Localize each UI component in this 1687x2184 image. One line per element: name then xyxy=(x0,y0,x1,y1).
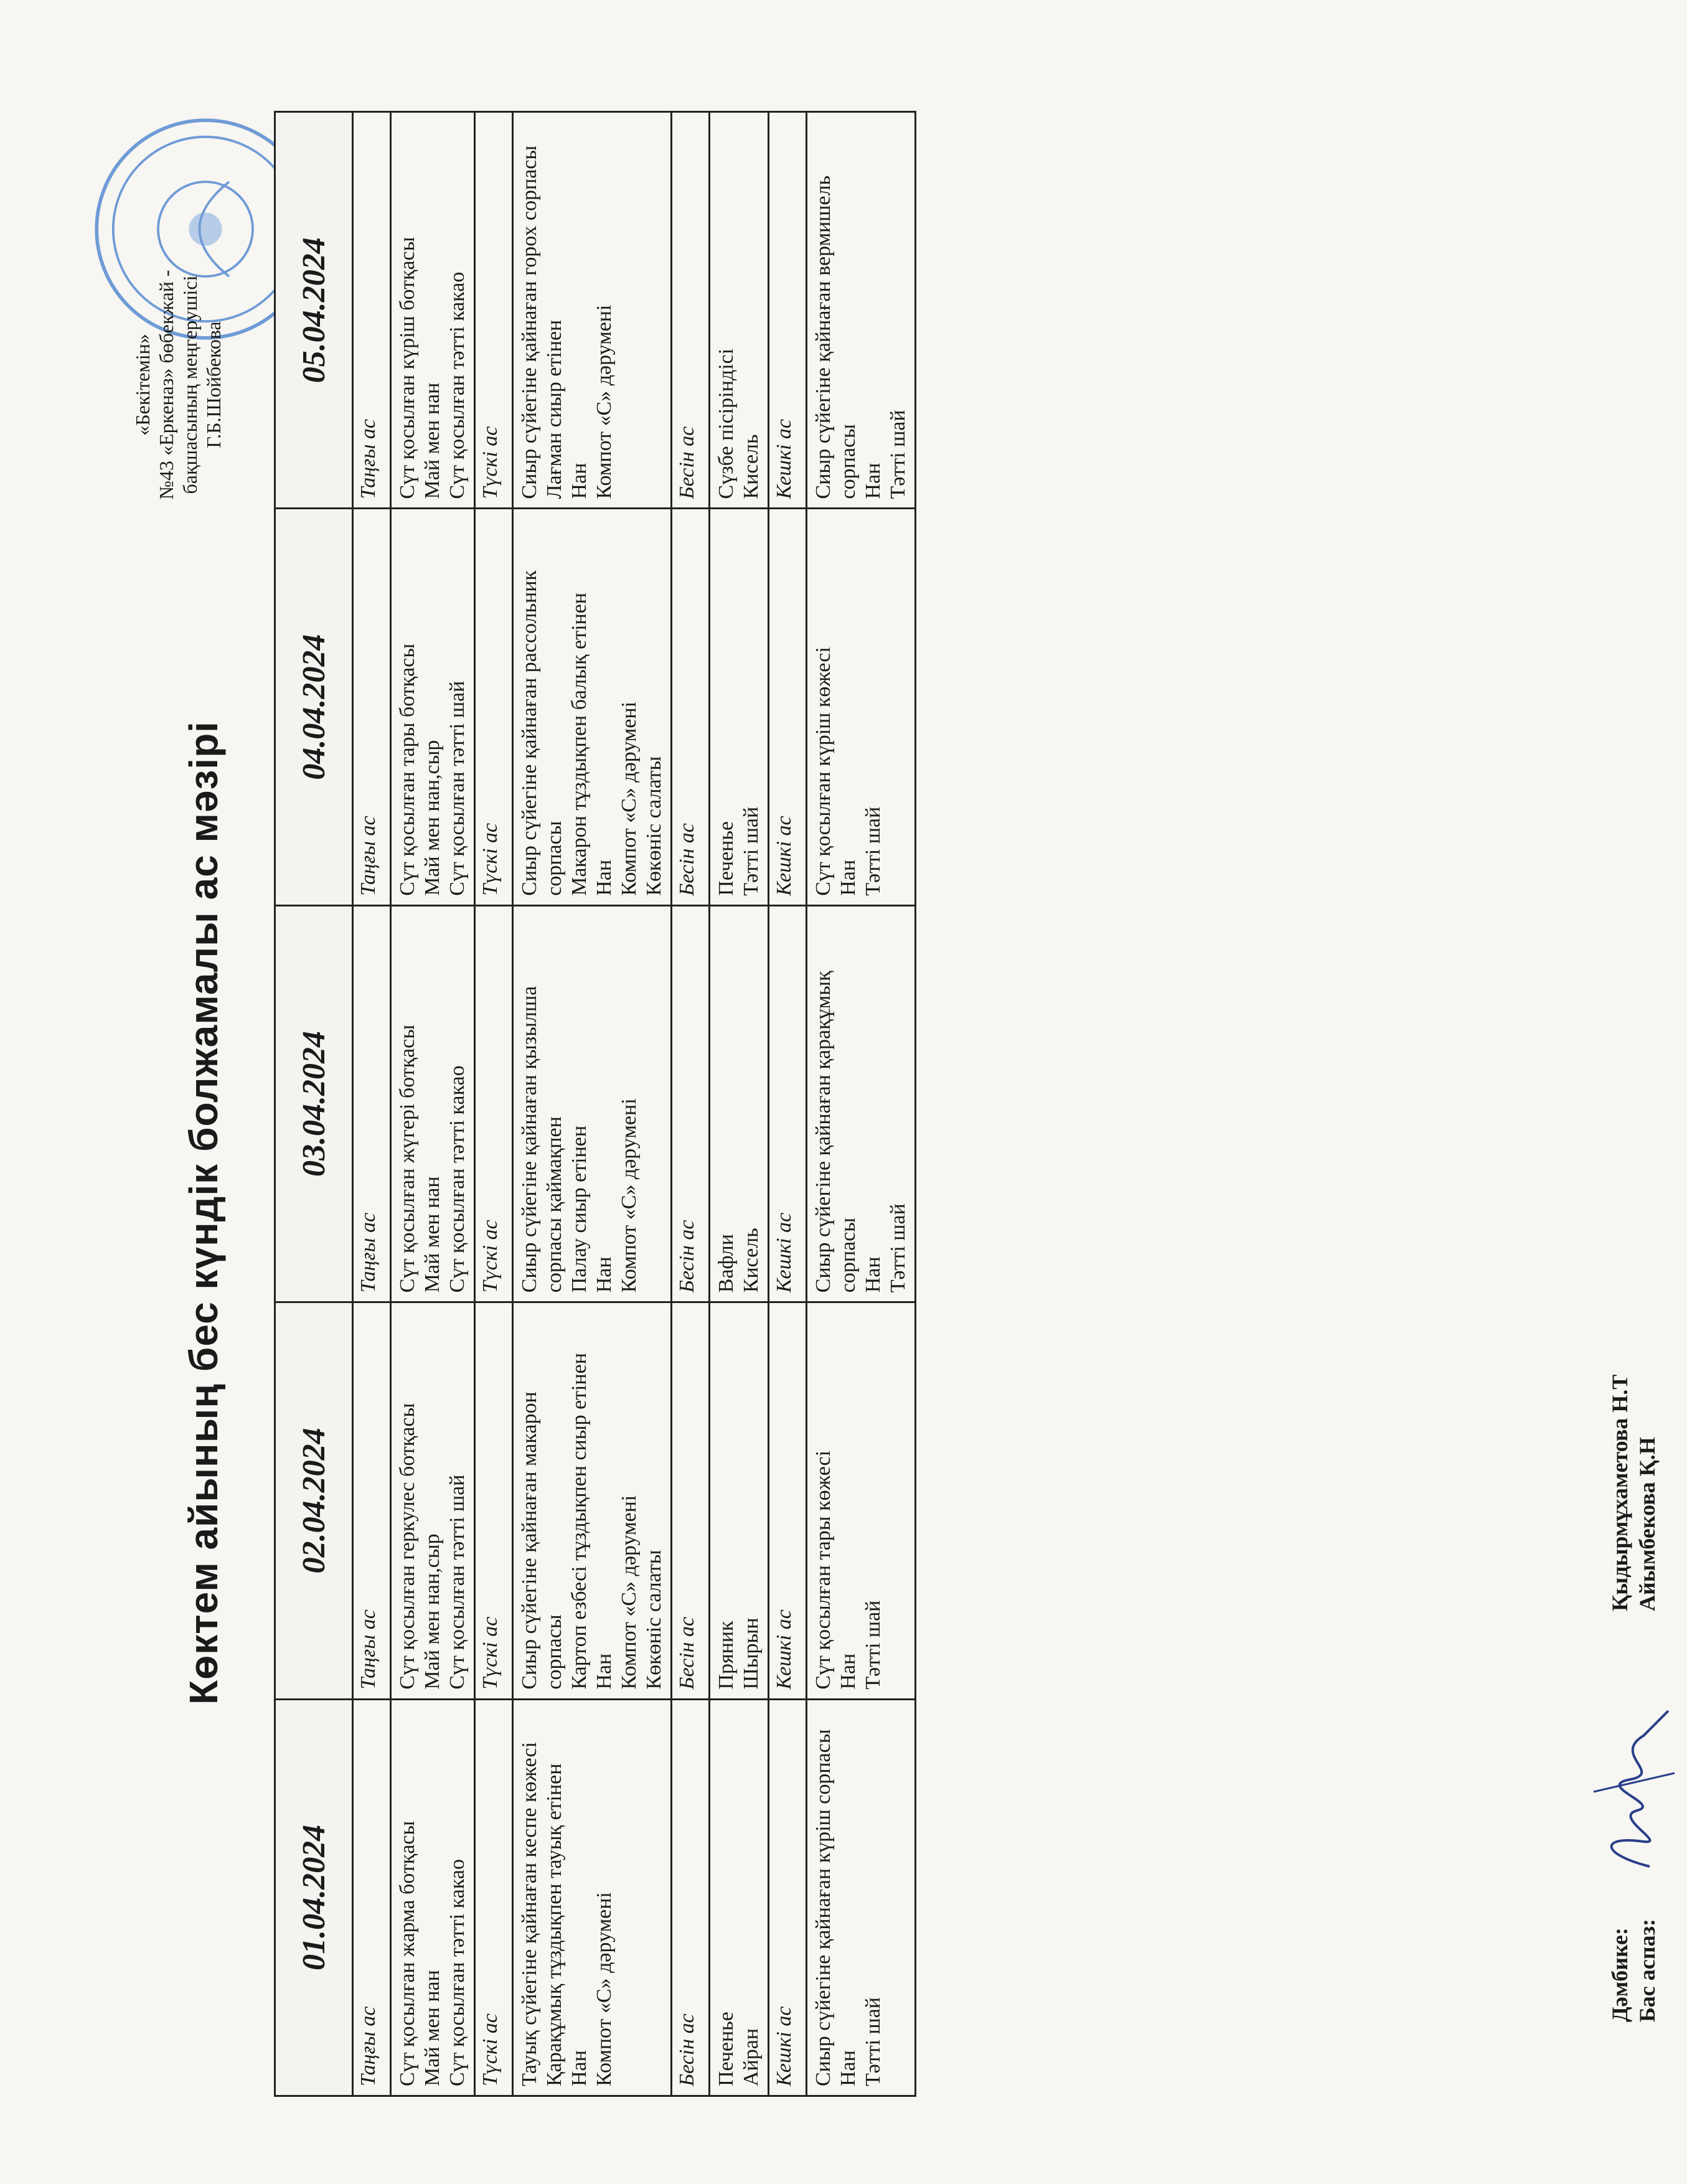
meal-label: Кешкі ас xyxy=(769,509,807,905)
page-title: Көктем айының бес күндік болжамалы ас мәзірі xyxy=(181,721,226,1705)
meal-items-cell xyxy=(391,905,475,1302)
menu-item: Нан xyxy=(862,463,885,499)
meal-items-cell xyxy=(710,1699,769,2096)
meal-items-cell xyxy=(391,1699,475,2096)
menu-item: Сүт қосылған тәтті какао xyxy=(446,1859,469,2086)
meal-items-cell xyxy=(710,509,769,905)
menu-item: Нан xyxy=(568,463,591,499)
menu-table xyxy=(274,111,916,2097)
menu-item: Май мен нан xyxy=(421,1970,444,2086)
meal-label: Таңғы ас xyxy=(353,509,391,905)
menu-item: Сиыр сүйегіне қайнаған горох сорпасы xyxy=(518,145,541,499)
approval-line-3: бақшасының меңгерушісі xyxy=(179,275,201,494)
meal-label: Таңғы ас xyxy=(353,905,391,1302)
menu-item: Сүт қосылған геркулес ботқасы xyxy=(396,1403,419,1690)
menu-item: Тәтті шай xyxy=(740,806,763,896)
dietitian-role: Дәмбике: xyxy=(1607,1927,1632,2022)
menu-item: Қарақұмық тұздықпен тауық етінен xyxy=(543,1763,566,2086)
menu-item: Тәтті шай xyxy=(886,1203,909,1293)
meal-label: Кешкі ас xyxy=(769,1302,807,1699)
menu-item: Айран xyxy=(740,2028,763,2086)
meal-label: Түскі ас xyxy=(475,905,513,1302)
meal-items-cell xyxy=(513,112,672,509)
menu-item: Сүт қосылған жүгері ботқасы xyxy=(396,1024,419,1293)
meal-label-row xyxy=(353,112,391,2096)
menu-item: Пряник xyxy=(715,1621,738,1690)
date-header: 01.04.2024 xyxy=(275,1699,353,2096)
chef-name: Айымбекова Қ.Н xyxy=(1635,1437,1660,1611)
menu-item: Нан xyxy=(568,2050,591,2086)
menu-item: Макарон тұздықпен балық етінен xyxy=(568,593,591,896)
meal-label: Кешкі ас xyxy=(769,905,807,1302)
meal-label-row xyxy=(769,112,807,2096)
menu-item: Нан xyxy=(593,1653,616,1690)
meal-label: Бесін ас xyxy=(672,1302,710,1699)
dietitian-name: Қыдырмұхаметова Н.Т xyxy=(1607,1374,1632,1611)
date-header-row xyxy=(275,112,353,2096)
menu-item: Тәтті шай xyxy=(862,1600,885,1690)
meal-items-cell xyxy=(391,509,475,905)
meal-items-row xyxy=(807,112,916,2096)
approval-line-1: «Бекітемін» xyxy=(131,334,154,436)
meal-items-cell xyxy=(807,112,916,509)
meal-label-row xyxy=(672,112,710,2096)
menu-item: Сиыр сүйегіне қайнаған күріш сорпасы xyxy=(812,1729,835,2086)
meal-label: Түскі ас xyxy=(475,1699,513,2096)
approval-line-2: №43 «Еркеназ» бөбекжай - xyxy=(155,270,177,500)
menu-item: Нан xyxy=(593,1256,616,1293)
meal-items-cell xyxy=(710,1302,769,1699)
menu-item: Компот «С» дәрумені xyxy=(618,1098,641,1293)
meal-label: Бесін ас xyxy=(672,905,710,1302)
menu-item: Май мен нан xyxy=(421,1176,444,1293)
menu-item: Нан xyxy=(837,859,860,896)
menu-item: Компот «С» дәрумені xyxy=(593,304,616,499)
meal-items-cell xyxy=(710,112,769,509)
meal-label: Кешкі ас xyxy=(769,112,807,509)
meal-label: Бесін ас xyxy=(672,1699,710,2096)
meal-items-row xyxy=(513,112,672,2096)
menu-item: Картоп езбесі тұздықпен сиыр етінен xyxy=(568,1353,591,1690)
menu-item: Сүт қосылған тары ботқасы xyxy=(396,643,419,896)
menu-item: Компот «С» дәрумені xyxy=(618,1495,641,1690)
meal-label: Бесін ас xyxy=(672,509,710,905)
menu-item: Сүт қосылған тәтті какао xyxy=(446,271,469,499)
meal-items-cell xyxy=(513,1302,672,1699)
menu-item: Нан xyxy=(593,859,616,896)
menu-item: Сүт қосылған тары көжесі xyxy=(812,1450,835,1690)
meal-label: Түскі ас xyxy=(475,112,513,509)
chef-role: Бас аспаз: xyxy=(1635,1919,1660,2022)
meal-label-row xyxy=(475,112,513,2096)
menu-item: Печенье xyxy=(715,2012,738,2086)
meal-label: Таңғы ас xyxy=(353,1302,391,1699)
meal-label: Таңғы ас xyxy=(353,112,391,509)
meal-items-cell xyxy=(391,112,475,509)
meal-items-cell xyxy=(391,1302,475,1699)
menu-item: Сиыр сүйегіне қайнаған вермишель сорпасы xyxy=(812,175,860,499)
meal-items-cell xyxy=(807,1302,916,1699)
menu-item: Нан xyxy=(837,2050,860,2086)
menu-item: Тауық сүйегіне қайнаған кеспе көжесі xyxy=(518,1741,541,2086)
menu-item: Май мен нан,сыр xyxy=(421,740,444,896)
menu-item: Сүт қосылған жарма ботқасы xyxy=(396,1820,419,2086)
menu-item: Сүт қосылған күріш көжесі xyxy=(812,647,835,896)
menu-item: Көкөніс салаты xyxy=(642,756,665,896)
meal-label: Түскі ас xyxy=(475,509,513,905)
menu-item: Тәтті шай xyxy=(862,806,885,896)
menu-item: Нан xyxy=(837,1653,860,1690)
menu-item: Сүт қосылған тәтті шай xyxy=(446,680,469,896)
meal-label: Түскі ас xyxy=(475,1302,513,1699)
meal-items-cell xyxy=(807,1699,916,2096)
menu-item: Сүт қосылған күріш ботқасы xyxy=(396,237,419,499)
menu-item: Компот «С» дәрумені xyxy=(593,1892,616,2086)
menu-item: Лағман сиыр етінен xyxy=(543,319,566,499)
meal-label: Бесін ас xyxy=(672,112,710,509)
menu-item: Нан xyxy=(862,1256,885,1293)
menu-item: Компот «С» дәрумені xyxy=(618,701,641,896)
date-header: 04.04.2024 xyxy=(275,509,353,905)
meal-items-cell xyxy=(807,905,916,1302)
meal-items-cell xyxy=(807,509,916,905)
meal-label: Кешкі ас xyxy=(769,1699,807,2096)
menu-item: Тәтті шай xyxy=(862,1997,885,2086)
date-header: 03.04.2024 xyxy=(275,905,353,1302)
date-header: 05.04.2024 xyxy=(275,112,353,509)
date-header: 02.04.2024 xyxy=(275,1302,353,1699)
menu-item: Печенье xyxy=(715,821,738,896)
menu-item: Көкөніс салаты xyxy=(642,1550,665,1690)
meal-items-cell xyxy=(513,1699,672,2096)
menu-item: Сүзбе пісіріндісі xyxy=(715,348,738,499)
menu-item: Палау сиыр етінен xyxy=(568,1125,591,1293)
meal-items-row xyxy=(710,112,769,2096)
approval-line-4: Г.Б.Шойбекова xyxy=(202,321,225,448)
menu-item: Сиыр сүйегіне қайнаған қызылша сорпасы қаймақпен xyxy=(518,986,566,1293)
meal-items-row xyxy=(391,112,475,2096)
menu-item: Кисель xyxy=(740,1228,763,1293)
menu-item: Кисель xyxy=(740,434,763,499)
footer-signatures xyxy=(1606,1375,1661,2022)
meal-items-cell xyxy=(513,509,672,905)
meal-label: Таңғы ас xyxy=(353,1699,391,2096)
menu-item: Сиыр сүйегіне қайнаған қарақұмық сорпасы xyxy=(812,971,860,1293)
menu-item: Сиыр сүйегіне қайнаған макарон сорпасы xyxy=(518,1391,566,1690)
menu-item: Тәтті шай xyxy=(886,410,909,499)
meal-items-cell xyxy=(513,905,672,1302)
menu-item: Май мен нан,сыр xyxy=(421,1533,444,1690)
menu-item: Сүт қосылған тәтті шай xyxy=(446,1474,469,1690)
menu-item: Май мен нан xyxy=(421,382,444,499)
menu-item: Сиыр сүйегіне қайнаған рассольник сорпасы xyxy=(518,570,566,896)
menu-item: Вафли xyxy=(715,1234,738,1293)
meal-items-cell xyxy=(710,905,769,1302)
menu-item: Сүт қосылған тәтті какао xyxy=(446,1065,469,1293)
menu-item: Шырын xyxy=(740,1617,763,1690)
